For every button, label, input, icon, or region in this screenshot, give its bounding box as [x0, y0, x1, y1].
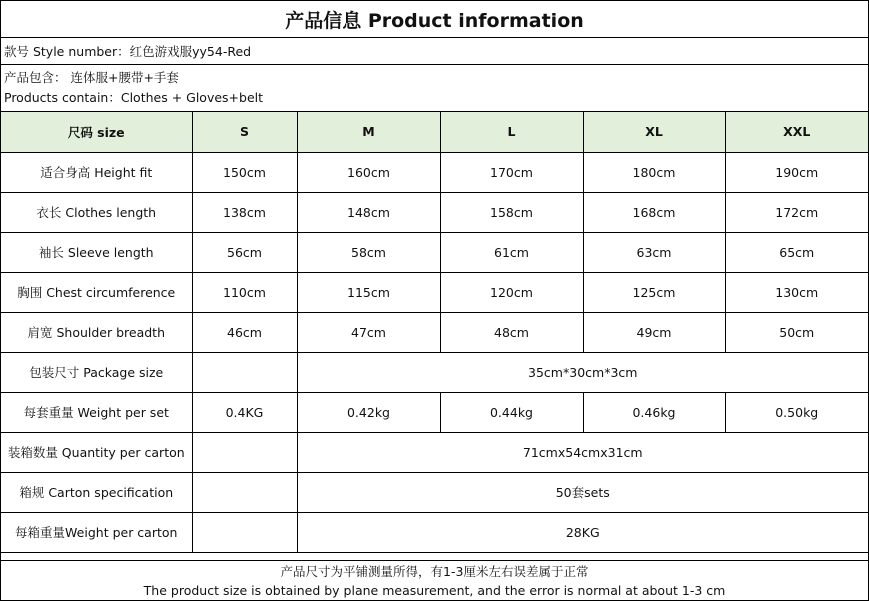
- table-cell: 50cm: [725, 312, 868, 352]
- table-cell: 148cm: [297, 192, 440, 232]
- table-cell: 49cm: [583, 312, 725, 352]
- table-cell: 0.46kg: [583, 392, 725, 432]
- table-cell: 63cm: [583, 232, 725, 272]
- table-row: [1, 312, 868, 352]
- row-label: 每套重量 Weight per set: [1, 392, 192, 432]
- header-m: M: [297, 112, 440, 152]
- table-cell: 172cm: [725, 192, 868, 232]
- table-cell: 46cm: [192, 312, 297, 352]
- package-size-value: 35cm*30cm*3cm: [297, 352, 868, 392]
- row-label: 袖长 Sleeve length: [1, 232, 192, 272]
- table-cell: 170cm: [440, 152, 583, 192]
- header-s: S: [192, 112, 297, 152]
- table-cell: 61cm: [440, 232, 583, 272]
- header-l: L: [440, 112, 583, 152]
- note-cn: 产品尺寸为平铺测量所得，有1-3厘米左右误差属于正常: [280, 563, 589, 579]
- table-cell: 120cm: [440, 272, 583, 312]
- contains-cn: 产品包含： 连体服+腰带+手套: [4, 70, 179, 85]
- measurement-note: [1, 560, 868, 600]
- table-cell: 58cm: [297, 232, 440, 272]
- empty-cell: [192, 472, 297, 512]
- quantity-per-carton-row: [1, 432, 868, 472]
- table-cell: 190cm: [725, 152, 868, 192]
- weight-per-carton-value: 28KG: [297, 512, 868, 552]
- table-cell: 110cm: [192, 272, 297, 312]
- table-cell: 168cm: [583, 192, 725, 232]
- empty-cell: [192, 512, 297, 552]
- carton-spec-row: [1, 472, 868, 512]
- row-label: 适合身高 Height fit: [1, 152, 192, 192]
- table-cell: 150cm: [192, 152, 297, 192]
- table-cell: 138cm: [192, 192, 297, 232]
- table-header-row: [1, 112, 868, 152]
- row-label: 包装尺寸 Package size: [1, 352, 192, 392]
- carton-spec-value: 50套sets: [297, 472, 868, 512]
- weight-per-carton-row: [1, 512, 868, 552]
- empty-cell: [192, 352, 297, 392]
- row-label: 肩宽 Shoulder breadth: [1, 312, 192, 352]
- style-number: 款号 Style number：红色游戏服yy54-Red: [1, 38, 868, 65]
- table-cell: 0.44kg: [440, 392, 583, 432]
- table-cell: 65cm: [725, 232, 868, 272]
- row-label: 胸围 Chest circumference: [1, 272, 192, 312]
- note-en: The product size is obtained by plane measurement, and the error is normal at about 1-3 cm: [143, 582, 726, 598]
- contains-en: Products contain：Clothes + Gloves+belt: [4, 90, 264, 105]
- table-row: [1, 192, 868, 232]
- table-cell: 0.42kg: [297, 392, 440, 432]
- empty-cell: [192, 432, 297, 472]
- table-cell: 0.50kg: [725, 392, 868, 432]
- row-label: 箱规 Carton specification: [1, 472, 192, 512]
- table-cell: 115cm: [297, 272, 440, 312]
- products-contain: [1, 65, 868, 112]
- size-table: [1, 112, 868, 553]
- row-label: 每箱重量Weight per carton: [1, 512, 192, 552]
- header-size: 尺码 size: [1, 112, 192, 152]
- table-cell: 160cm: [297, 152, 440, 192]
- table-row: [1, 152, 868, 192]
- table-cell: 0.4KG: [192, 392, 297, 432]
- row-label: 装箱数量 Quantity per carton: [1, 432, 192, 472]
- table-row: [1, 272, 868, 312]
- table-cell: 158cm: [440, 192, 583, 232]
- table-cell: 180cm: [583, 152, 725, 192]
- package-size-row: [1, 352, 868, 392]
- table-cell: 130cm: [725, 272, 868, 312]
- row-label: 衣长 Clothes length: [1, 192, 192, 232]
- table-cell: 125cm: [583, 272, 725, 312]
- weight-per-set-row: [1, 392, 868, 432]
- header-xxl: XXL: [725, 112, 868, 152]
- quantity-per-carton-value: 71cmx54cmx31cm: [297, 432, 868, 472]
- table-cell: 47cm: [297, 312, 440, 352]
- table-cell: 56cm: [192, 232, 297, 272]
- table-row: [1, 232, 868, 272]
- page-title: 产品信息 Product information: [1, 1, 868, 38]
- table-cell: 48cm: [440, 312, 583, 352]
- header-xl: XL: [583, 112, 725, 152]
